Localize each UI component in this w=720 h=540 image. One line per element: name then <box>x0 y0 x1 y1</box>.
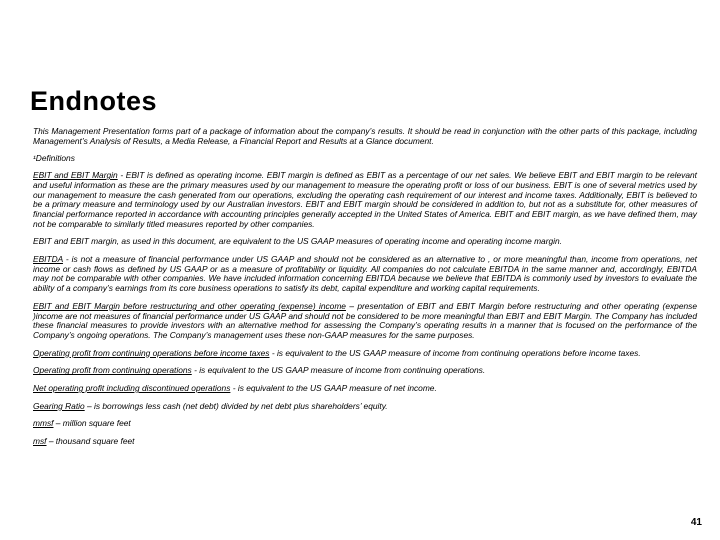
term-label: Gearing Ratio <box>33 400 85 411</box>
term-label: EBITDA <box>33 254 63 265</box>
definition-text: - EBIT is defined as operating income. EBIT margin is defined as EBIT as a percentage of our net sales. We believe EBIT and EBIT margin to be relevant and useful information as these are the primary measures used by our management to measure the operating profit or loss of our business. EBIT is one of several metrics used by our management to measure the cash generated from our operations, excluding the operating cash requirement of our interest and income taxes. Additionally, EBIT is believed to be a primary measure and terminology used by our Australian investors. EBIT and EBIT margin should be considered in addition to, but not as a substitute for, other measures of financial performance reported in accordance with accounting principles generally accepted in the United States of America. EBIT and EBIT margin, as we have defined them, may not be comparable to similarly titled measures reported by other companies. <box>33 170 697 229</box>
term-label: Operating profit from continuing operations before income taxes <box>33 347 270 358</box>
page-title: Endnotes <box>30 86 158 116</box>
term-label: mmsf <box>33 418 54 429</box>
term-label: Net operating profit including discontinued operations <box>33 383 231 394</box>
endnotes-body <box>33 127 697 455</box>
intro-paragraph: This Management Presentation forms part of a package of information about the company’s results. It should be read in conjunction with the other parts of this package, including Management’s Analysis of Results, a Media Release, a Financial Report and Results at a Glance document. <box>33 126 697 146</box>
definition-ebit-before-restructuring <box>33 302 697 341</box>
definition-text: - is equivalent to the US GAAP measure of income from continuing operations before income taxes. <box>269 347 641 358</box>
definition-ebitda <box>33 255 697 294</box>
definition-text: – thousand square feet <box>46 436 135 447</box>
definition-ebit-gaap <box>33 237 697 247</box>
page-number: 41 <box>690 517 702 528</box>
definition-text: - is equivalent to the US GAAP measure of net income. <box>230 383 437 394</box>
term-label: EBIT and EBIT Margin before restructuring and other operating (expense) income <box>33 300 346 311</box>
term-label: Operating profit from continuing operations <box>33 365 192 376</box>
definitions-heading: ¹Definitions <box>33 153 75 164</box>
definition-text: EBIT and EBIT margin, as used in this document, are equivalent to the US GAAP measures of operating income and operating income margin. <box>33 236 562 247</box>
term-label: msf <box>33 436 47 447</box>
definition-net-operating-profit <box>33 384 697 394</box>
definition-text: - is not a measure of financial performance under US GAAP and should not be considered as an alternative to , or more meaningful than, income from operations, net income or cash flows as defined by US GAAP or as a measure of profitability or liquidity. All companies do not calculate EBITDA in the same manner and, accordingly, EBITDA may not be comparable with other companies. We have included information concerning EBITDA because we believe that EBITDA is commonly used by investors to evaluate the ability of a company’s earnings from its core business operations to satisfy its debt, capital expenditure and working capital requirements. <box>33 254 697 294</box>
definition-msf <box>33 437 697 447</box>
definition-text: - is equivalent to the US GAAP measure of income from continuing operations. <box>191 365 486 376</box>
definition-operating-profit-before-tax <box>33 349 697 359</box>
definition-mmsf <box>33 419 697 429</box>
definition-text: – presentation of EBIT and EBIT Margin before restructuring and other operating (expense )income are not measures of financial performance under US GAAP and should not be considered to be more meaningful than EBIT and EBIT Margin. The Company has included these financial measures to provide investors with an alternative method for assessing the Company’s operating results in a manner that is focused on the performance of the Company’s ongoing operations. The Company’s management uses these non-GAAP measures for the same purposes. <box>33 300 697 340</box>
definition-operating-profit <box>33 366 697 376</box>
definition-ebit <box>33 171 697 229</box>
term-label: EBIT and EBIT Margin <box>33 170 118 181</box>
definition-text: – million square feet <box>53 418 131 429</box>
definition-text: – is borrowings less cash (net debt) divided by net debt plus shareholders’ equity. <box>84 400 388 411</box>
definition-gearing-ratio <box>33 402 697 412</box>
